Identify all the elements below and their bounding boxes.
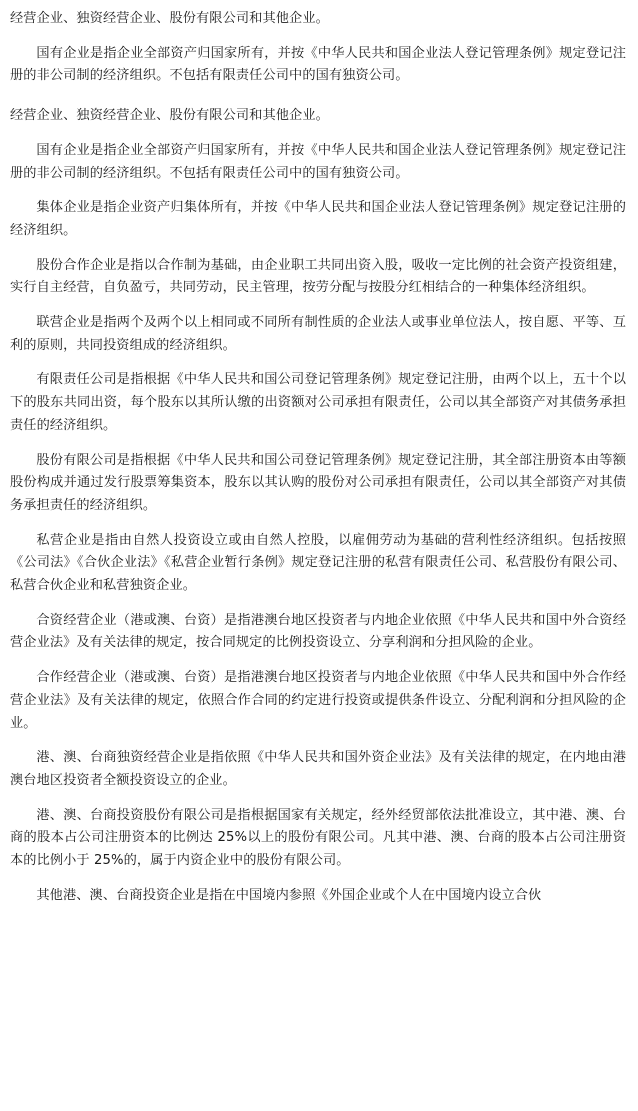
paragraph: 私营企业是指由自然人投资设立或由自然人控股，以雇佣劳动为基础的营利性经济组织。包括按照《公司法》《合伙企业法》《私营企业暂行条例》规定登记注册的私营有限责任公司、私营股份有限公司、私营合伙企业和私营独资企业。: [10, 532, 626, 594]
paragraph: 股份合作企业是指以合作制为基础，由企业职工共同出资入股，吸收一定比例的社会资产投资组建，实行自主经营，自负盈亏，共同劳动，民主管理，按劳分配与按股分红相结合的一种集体经济组织。: [10, 257, 626, 296]
paragraph: 联营企业是指两个及两个以上相同或不同所有制性质的企业法人或事业单位法人，按自愿、平等、互利的原则，共同投资组成的经济组织。: [10, 315, 626, 353]
paragraph: 港、澳、台商投资股份有限公司是指根据国家有关规定，经外经贸部依法批准设立，其中港、澳、台商的股本占公司注册资本的比例达 25%以上的股份有限公司。凡其中港、澳、台商的股本占公司注册资本的比例小于 25%的，属于内资企业中的股份有限公司。: [10, 807, 626, 869]
paragraph: 国有企业是指企业全部资产归国家所有，并按《中华人民共和国企业法人登记管理条例》规定登记注册的非公司制的经济组织。不包括有限责任公司中的国有独资公司。: [10, 142, 626, 181]
paragraph: 合作经营企业（港或澳、台资）是指港澳台地区投资者与内地企业依照《中华人民共和国中外合作经营企业法》及有关法律的规定，依照合作合同的约定进行投资或提供条件设立、分配利润和分担风险的企业。: [10, 670, 626, 731]
paragraph: 有限责任公司是指根据《中华人民共和国公司登记管理条例》规定登记注册，由两个以上，五十个以下的股东共同出资，每个股东以其所认缴的出资额对公司承担有限责任，公司以其全部资产对其债务承担责任的经济组织。: [10, 372, 626, 433]
paragraph: 港、澳、台商独资经营企业是指依照《中华人民共和国外资企业法》及有关法律的规定，在内地由港澳台地区投资者全额投资设立的企业。: [10, 750, 626, 788]
paragraph: 集体企业是指企业资产归集体所有，并按《中华人民共和国企业法人登记管理条例》规定登记注册的经济组织。: [10, 200, 626, 238]
paragraph: 经营企业、独资经营企业、股份有限公司和其他企业。: [10, 11, 329, 26]
paragraph: 国有企业是指企业全部资产归国家所有，并按《中华人民共和国企业法人登记管理条例》规定登记注册的非公司制的经济组织。不包括有限责任公司中的国有独资公司。: [10, 45, 626, 84]
paragraph: 股份有限公司是指根据《中华人民共和国公司登记管理条例》规定登记注册，其全部注册资本由等额股份构成并通过发行股票筹集资本，股东以其认购的股份对公司承担有限责任，公司以其全部资产对其债务承担责任的经济组织。: [10, 452, 626, 513]
paragraph: 合资经营企业（港或澳、台资）是指港澳台地区投资者与内地企业依照《中华人民共和国中外合资经营企业法》及有关法律的规定，按合同规定的比例投资设立、分享利润和分担风险的企业。: [10, 612, 626, 651]
paragraph: 其他港、澳、台商投资企业是指在中国境内参照《外国企业或个人在中国境内设立合伙: [36, 887, 542, 903]
paragraph: 经营企业、独资经营企业、股份有限公司和其他企业。: [10, 108, 329, 124]
